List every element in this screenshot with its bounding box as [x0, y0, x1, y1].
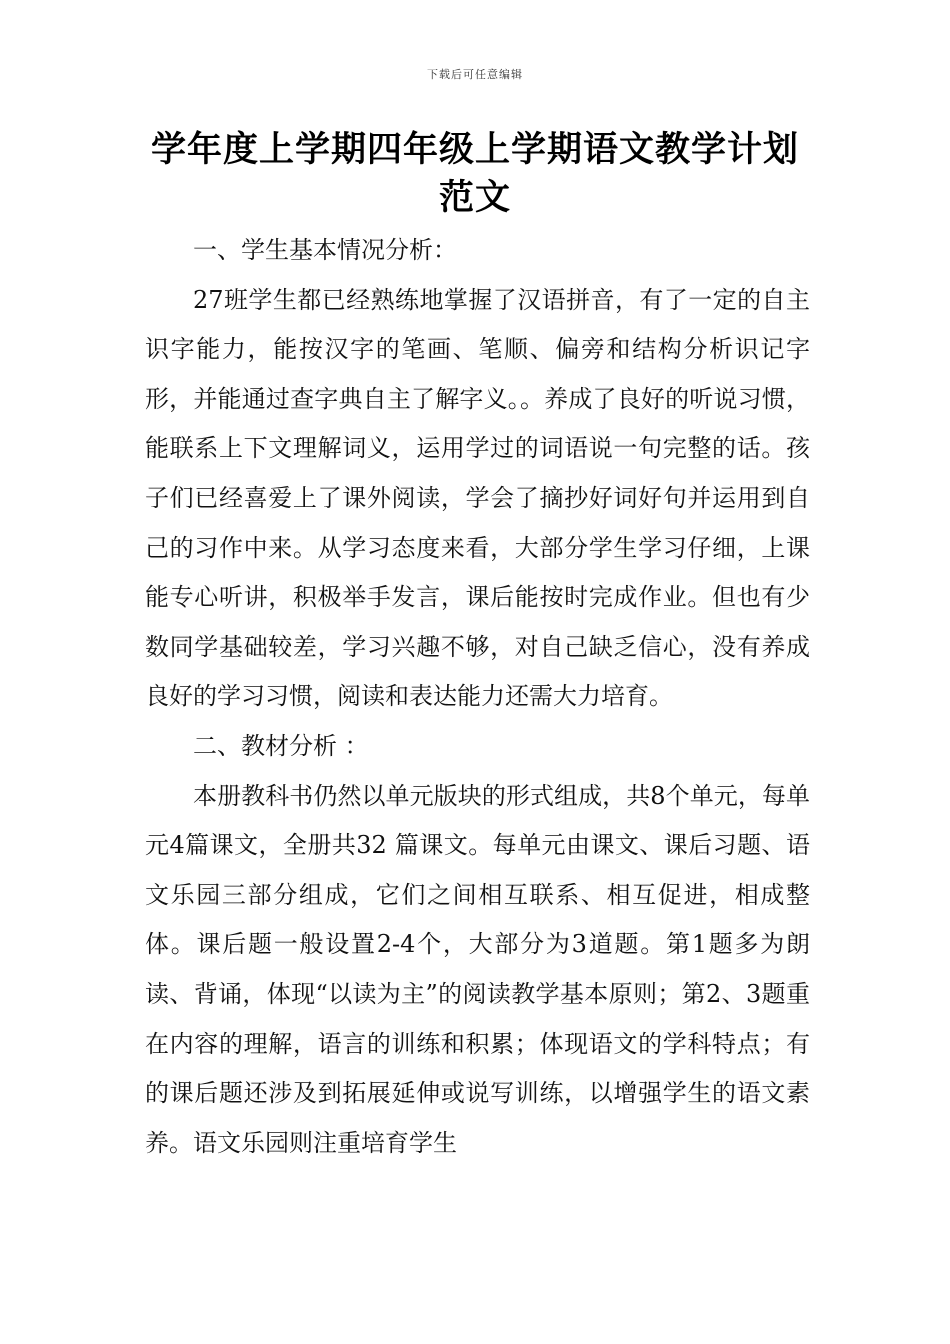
title-line-2: 范文	[438, 178, 511, 218]
header-note: 下载后可任意编辑	[427, 68, 523, 81]
paragraph-textbook-analysis: 本册教科书仍然以单元版块的形式组成，共8个单元，每单元4篇课文，全册共32 篇课文。每单元由课文、课后习题、语文乐园三部分组成，它们之间相互联系、相互促进，相成整体。课后题一般设置2-4个，大部分为3道题。第1题多为朗读、背诵，体现“以读为主”的阅读教学基本原则；第2、3题重在内容的理解，语言的训练和积累；体现语文的学科特点；有的课后题还涉及到拓展延伸或说写训练，以增强学生的语文素养。语文乐园则注重培育学生	[145, 781, 810, 1157]
title-line-1: 学年度上学期四年级上学期语文教学计划	[150, 130, 799, 170]
section-heading-student-analysis: 一、学生基本情况分析：	[193, 236, 457, 264]
section-heading-textbook-analysis: 二、教材分析 ：	[193, 731, 369, 760]
paragraph-student-analysis: 27班学生都已经熟练地掌握了汉语拼音，有了一定的自主识字能力，能按汉字的笔画、笔顺、偏旁和结构分析识记字形，并能通过查字典自主了解字义。。养成了良好的听说习惯，能联系上下文理解词义，运用学过的词语说一句完整的话。孩子们已经喜爱上了课外阅读，学会了摘抄好词好句并运用到自己的习作中来。从学习态度来看，大部分学生学习仔细，上课能专心听讲，积极举手发言，课后能按时完成作业。但也有少数同学基础较差，学习兴趣不够，对自己缺乏信心，没有养成良好的学习习惯，阅读和表达能力还需大力培育。	[145, 285, 810, 711]
document-body	[145, 226, 810, 1168]
document-title	[120, 126, 830, 222]
